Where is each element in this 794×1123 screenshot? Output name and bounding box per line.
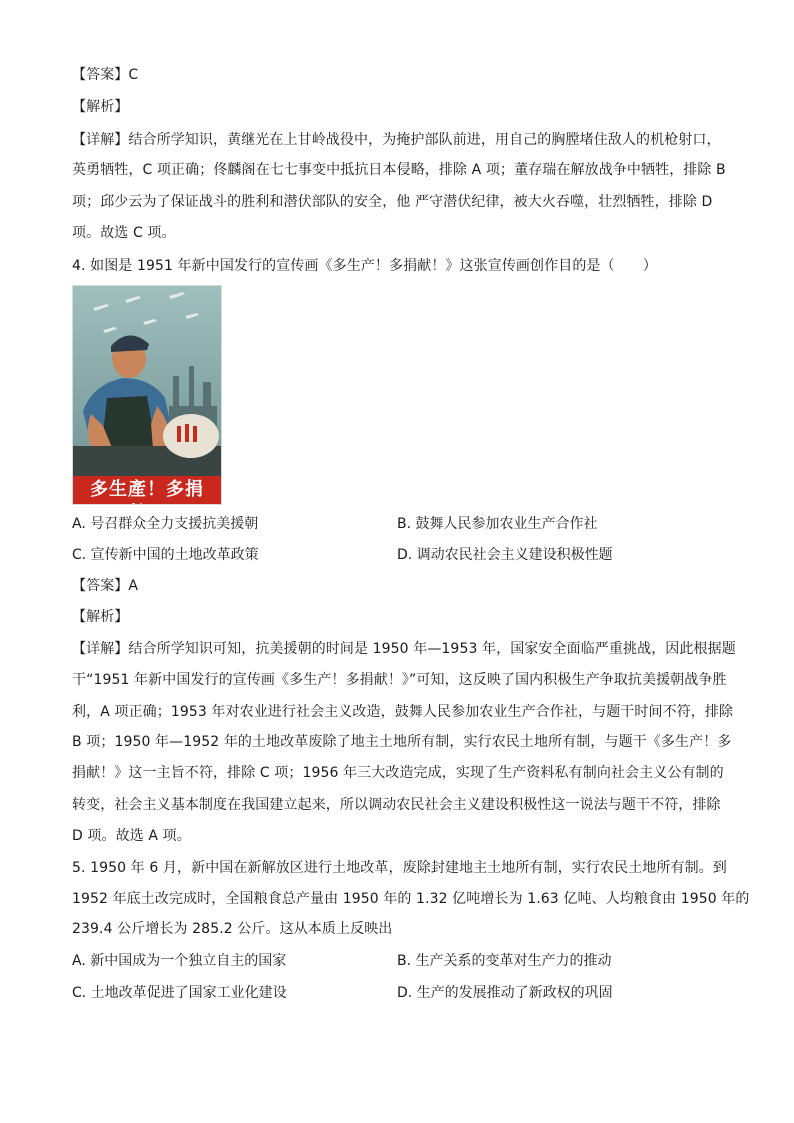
q3-analysis-label: 解析 <box>86 99 115 115</box>
q4-detail-line: 利，A 项正确；1953 年对农业进行社会主义改造，鼓舞人民参加农业生产合作社，与题干时间不符，排除 <box>72 704 734 720</box>
q4-analysis-label: 解析 <box>86 609 115 625</box>
q4-option-d: D. 调动农民社会主义建设积极性题 <box>397 547 613 563</box>
q4-detail-line: 转变，社会主义基本制度在我国建立起来，所以调动农民社会主义建设积极性这一说法与题干不符，排除 <box>72 797 721 813</box>
q5-stem-line: 239.4 公斤增长为 285.2 公斤。这从本质上反映出 <box>72 921 393 937</box>
q4-answer: 【答案】A <box>72 578 139 594</box>
q5-stem-line: 5. 1950 年 6 月，新中国在新解放区进行土地改革，废除封建地主土地所有制，实行农民土地所有制。到 <box>72 860 727 876</box>
q3-detail-line: 项；邱少云为了保证战斗的胜利和潜伏部队的安全，他 严守潜伏纪律，被大火吞噬，壮烈牺牲，排除 D <box>72 194 713 210</box>
q4-detail-line: 【详解】结合所学知识可知，抗美援朝的时间是 1950 年—1953 年，国家安全面临严重挑战，因此根据题 <box>72 641 736 657</box>
q4-analysis-heading: 【解析】 <box>72 609 129 625</box>
q5-option-d: D. 生产的发展推动了新政权的巩固 <box>397 985 613 1001</box>
q5-option-c: C. 土地改革促进了国家工业化建设 <box>72 985 287 1001</box>
q3-detail-line: 英勇牺牲，C 项正确；佟麟阁在七七事变中抵抗日本侵略，排除 A 项；董存瑞在解放战争中牺牲，排除 B <box>72 162 726 178</box>
q4-option-a: A. 号召群众全力支援抗美援朝 <box>72 516 259 532</box>
q3-detail-line: 项。故选 C 项。 <box>72 225 176 241</box>
q5-option-b: B. 生产关系的变革对生产力的推动 <box>397 953 612 969</box>
q4-detail-line: 干“1951 年新中国发行的宣传画《多生产！多捐献！》”可知，这反映了国内积极生产争取抗美援朝战争胜 <box>72 672 727 688</box>
q3-analysis-heading: 【解析】 <box>72 99 129 115</box>
q4-detail-line: B 项；1950 年—1952 年的土地改革废除了地主土地所有制，实行农民土地所有制，与题干《多生产！多 <box>72 734 732 750</box>
q4-detail-line: 捐献！》这一主旨不符，排除 C 项；1956 年三大改造完成，实现了生产资料私有制向社会主义公有制的 <box>72 765 724 781</box>
q4-detail-line: D 项。故选 A 项。 <box>72 828 191 844</box>
q4-option-c: C. 宣传新中国的土地改革政策 <box>72 547 259 563</box>
q4-option-b: B. 鼓舞人民参加农业生产合作社 <box>397 516 598 532</box>
q5-option-a: A. 新中国成为一个独立自主的国家 <box>72 953 287 969</box>
q3-answer: 【答案】C <box>72 67 139 83</box>
poster-caption: 多生產！多捐 <box>90 479 204 500</box>
q3-detail-line: 【详解】结合所学知识，黄继光在上甘岭战役中，为掩护部队前进，用自己的胸膛堵住敌人的机枪射口， <box>72 132 721 148</box>
q5-stem-line: 1952 年底土改完成时，全国粮食总产量由 1950 年的 1.32 亿吨增长为 1.63 亿吨、人均粮食由 1950 年的 <box>72 891 750 907</box>
q4-stem: 4. 如图是 1951 年新中国发行的宣传画《多生产！多捐献！》这张宣传画创作目的是（ ） <box>72 258 657 274</box>
propaganda-poster-image <box>72 285 222 505</box>
